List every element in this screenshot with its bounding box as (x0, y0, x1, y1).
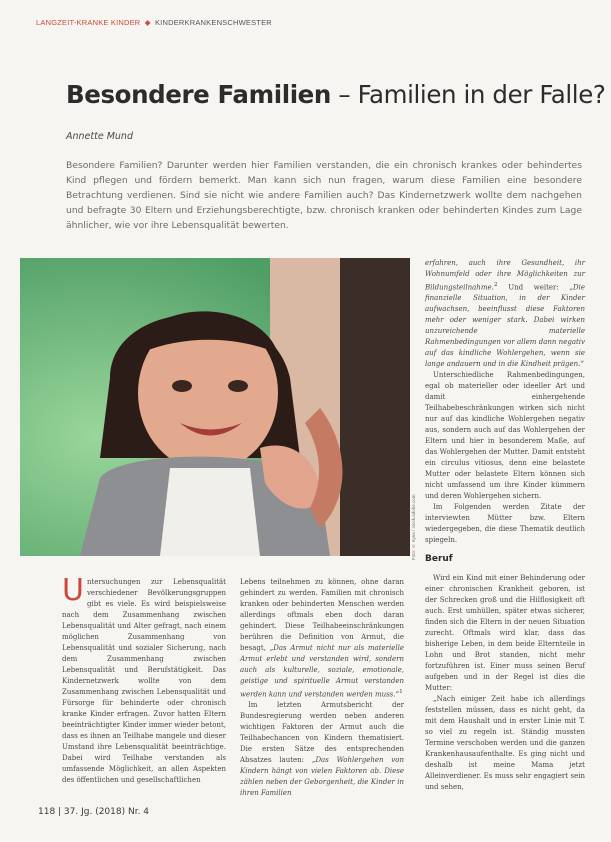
title-main: Besondere Familien (66, 80, 331, 109)
footnote-ref-1: 1 (399, 689, 403, 695)
diamond-icon: ◆ (144, 18, 151, 27)
column-3-connector: Und weiter: (508, 283, 559, 292)
running-header (36, 18, 272, 27)
column-2 (240, 577, 404, 799)
drop-cap: U (62, 573, 84, 608)
column-2-paragraph-2: Im letzten Armutsbericht der Bundesregierung werden neben anderen wichtigen Faktoren der Armut auch die Teilhabechancen von Kindern thematisiert. Die ersten Sätze des entsprechenden Absatzes lauten: (240, 701, 404, 765)
section-label: LANGZEIT-KRANKE KINDER (36, 18, 141, 27)
magazine-name: KINDERKRANKENSCHWESTER (154, 18, 272, 27)
photo-credit: Foto: © Iryna / stock.adobe.com (411, 494, 416, 560)
child-photo-illustration (20, 258, 410, 556)
footnote-ref-2: 2 (493, 282, 498, 288)
column-2-quote-1: „Das Armut nicht nur als materielle Armut erlebt und verstanden wird, sondern auch als kulturelle, soziale, emotionale, geistige und spirituelle Armut verstanden werden kann und verstanden werden muss.“ (240, 644, 404, 699)
column-2-paragraph-1: Lebens teilnehmen zu können, ohne daran gehindert zu werden. Familien mit chronisch kranken oder behinderten Menschen werden allerdings oftmals eben doch daran gehindert. Diese Teilhabeeinschränkungen berühren die Definition von Armut, die besagt, (240, 578, 404, 652)
column-3-paragraph-2: Unterschiedliche Rahmenbedingungen, egal ob materieller oder ideeller Art und damit einhergehende Teilhabebeschränkungen wirken sich nicht nur auf das kindliche Wohlergehen negativ aus, sondern auch auf das Wohlergehen der Eltern und hier in besonderem Maße, auf das Wohlergehen der Mutter. Damit entsteht ein circulus vitiosus, denn eine belastete Mutter oder belastete Eltern können sich nicht umfassend um ihre Kinder kümmern und deren Wohlergehen sichern. (425, 371, 585, 501)
column-1-text: ntersuchungen zur Lebensqualität verschiedener Bevölkerungsgruppen gibt es viele. Es wird beispielsweise nach dem Zusammenhang zwischen Lebensqualität und Alter gefragt, nach einem möglichen Zusammenhang von Lebensqualität und sozialer Sicherung, nach dem Zusammenhang zwischen Lebensqualität und Berufstätigkeit. Das Kindernetzwerk wollte von dem Zusammenhang zwischen Lebensqualität und Fürsorge für behinderte oder chronisch kranke Kinder erfragen. Zuvor hatten Eltern beeinträchtigter Kinder immer wieder betont, dass es ihnen an Teilhabe mangele und dieser Umstand ihre Lebensqualität beeinträchtige. Dabei wird Teilhabe verstanden als umfassende Möglichkeit, an allen Aspekten des öffentlichen und gesellschaftlichen (62, 578, 226, 784)
child-photo (20, 258, 410, 556)
article-title (66, 80, 605, 109)
column-3-quote-2: „Die finanzielle Situation, in der Kinder aufwachsen, beeinflusst diese Faktoren mehr oder weniger stark. Dabei wirken unzureichende materielle Rahmenbedingungen vor allem dann negativ auf das kindliche Wohlergehen, wenn sie lange andauern und in die Kindheit prägen.“ (425, 283, 586, 369)
column-2-quote-2: „Das Wohlergehen von Kindern hängt von vielen Faktoren ab. Diese zählen neben der Geborgenheit, die Kinder in ihren Familien (240, 756, 404, 798)
lead-paragraph: Besondere Familien? Darunter werden hier Familien verstanden, die ein chronisch krankes oder behindertes Kind pflegen und fördern bemerkt. Man kann sich nun fragen, warum diese Familien eine besondere Betrachtung verdienen. Sind sie nicht wie andere Familien auch? Das Kindernetzwerk wollte dem nachgehen und befragte 30 Eltern und Erziehungsberechtigte, bzw. chronisch kranken oder behinderten Kindes zum Lage ähnlicher, wie vor ihre Lebensqualität bewerten. (66, 160, 582, 231)
column-3-paragraph-3: Im Folgenden werden Zitate der interviewten Mütter bzw. Eltern wiedergegeben, die diese Thematik deutlich spiegeln. (425, 503, 585, 545)
page-folio: 118 | 37. Jg. (2018) Nr. 4 (38, 807, 150, 817)
column-1 (62, 573, 226, 786)
column-3-lower-paragraph-1: Wird ein Kind mit einer Behinderung oder einer chronischen Krankheit geboren, ist der Schrecken groß und die Hilflosigkeit oft auch. Erst umhüllen, später etwas sicherer, finden sich die Eltern in der neuen Situation zurecht. Oftmals wird klar, dass das bisherige Leben, in dem beide Elternteile in Lohn und Brot standen, nicht mehr fortzuführen ist. Einer muss seinen Beruf aufgeben und in der Regel ist dies die Mutter: (425, 574, 585, 692)
column-3-quote-1: erfahren, auch ihre Gesundheit, ihr Wohnumfeld oder ihre Möglichkeiten zur Bildungsteilnahme. (425, 259, 585, 292)
title-rest: – Familien in der Falle? (330, 80, 606, 109)
column-3-upper (425, 258, 585, 546)
subhead-beruf: Beruf (425, 554, 453, 564)
column-3-lower-paragraph-2: „Nach einiger Zeit habe ich allerdings feststellen müssen, dass es nicht geht, da mit dem Haushalt und in erster Linie mit T. so viel zu regeln ist. Ständig mussten Termine verschoben werden und die ganzen Krankenhausaufenthalte. Es ging nicht und deshalb ist meine Mama jetzt Alleinverdiener. Es muss sehr engagiert sein und sehen, (425, 695, 585, 791)
author-name: Annette Mund (66, 131, 133, 142)
column-3-lower (425, 573, 585, 793)
